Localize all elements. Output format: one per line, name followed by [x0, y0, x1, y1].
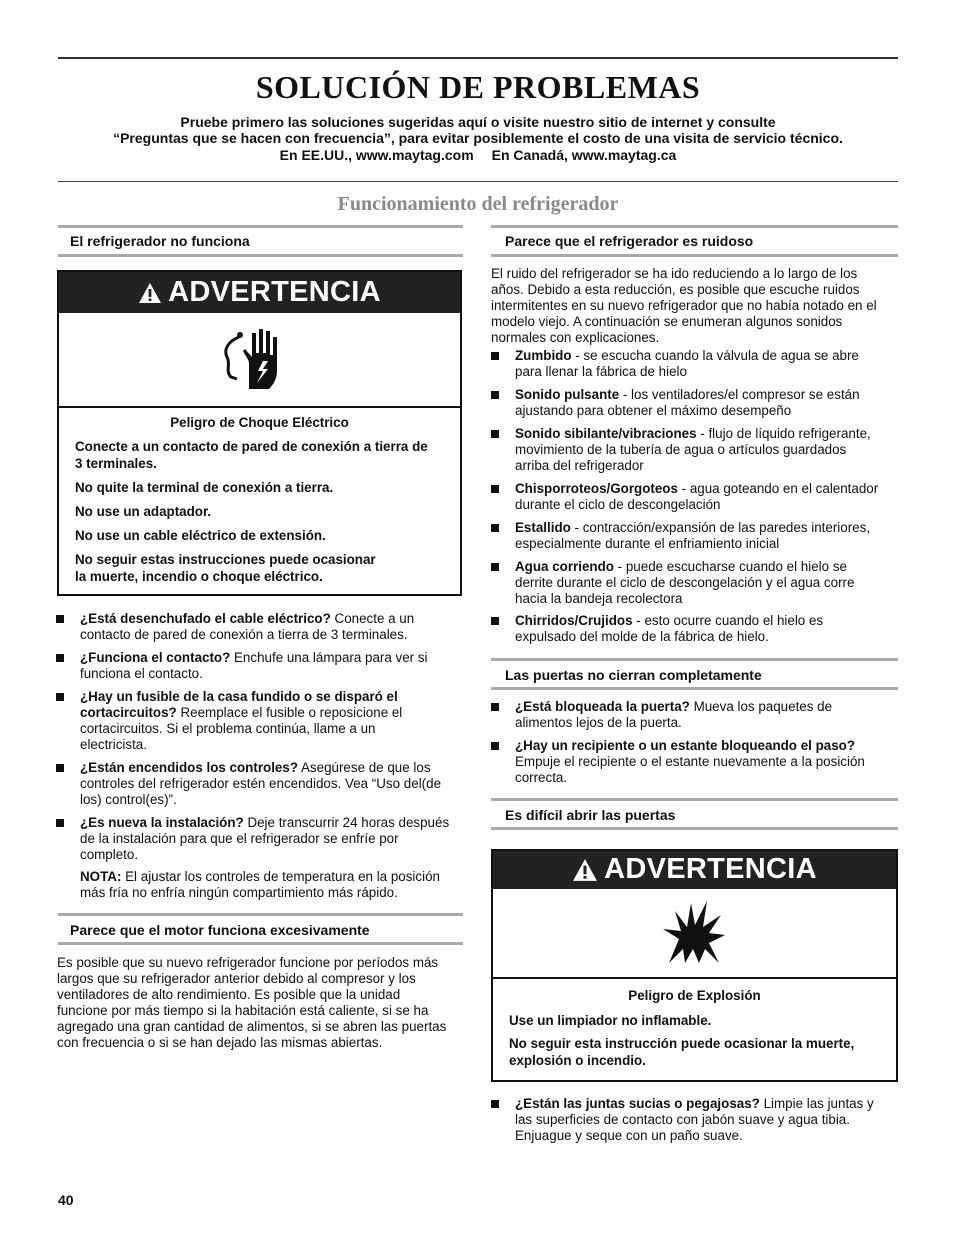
list-item-line: Reemplace el fusible o reposicione el — [176, 705, 403, 721]
list-item-text — [80, 611, 466, 643]
bullet-square — [491, 352, 499, 360]
warning-line-2b: explosión o incendio. — [509, 1052, 646, 1068]
list-item — [491, 613, 901, 649]
explosion-icon — [661, 899, 727, 965]
warning-line-2: No quite la terminal de conexión a tierra. — [75, 480, 334, 495]
list-item-bold: Sonido pulsante — [515, 387, 620, 402]
subhead-refrigerator-not-working: El refrigerador no funciona — [70, 233, 250, 249]
list-item-line: - los ventiladores/el compresor se están — [619, 387, 860, 402]
list-item-line: durante el ciclo de descongelación — [515, 497, 721, 513]
list-item-line: cortacircuitos. Si el problema continúa, llame a un — [80, 721, 376, 737]
paragraph-line: con frecuencia o si se han dejado las mismas abiertas. — [57, 1035, 383, 1051]
bullet-square — [56, 654, 64, 662]
list-item-bold: ¿Hay un fusible de la casa fundido o se disparó el — [80, 689, 398, 704]
list-item — [56, 611, 466, 647]
list-item — [56, 689, 466, 757]
intro-line-1: Pruebe primero las soluciones sugeridas aquí o visite nuestro sitio de internet y consulte — [180, 114, 776, 130]
list-item-text — [515, 738, 901, 786]
list-item-line: electricista. — [80, 737, 147, 753]
list-item-line: los) control(es)”. — [80, 792, 177, 808]
list-item-text — [515, 559, 901, 607]
list-item-text — [80, 650, 466, 682]
warning-line-1a: Conecte a un contacto de pared de conexión a tierra de — [75, 439, 428, 454]
list-item-line: movimiento de la tubería de agua o artículos guardados — [515, 442, 847, 458]
warning-banner — [493, 851, 896, 889]
list-item — [491, 348, 901, 384]
page-title: SOLUCIÓN DE PROBLEMAS — [255, 69, 701, 105]
list-item-line: completo. — [80, 847, 139, 863]
warning-caption: Peligro de Explosión — [628, 988, 761, 1003]
warning-caption: Peligro de Choque Eléctrico — [170, 415, 349, 430]
warning-separator — [59, 406, 460, 408]
list-item-bold: Zumbido — [515, 348, 572, 363]
list-item-text — [515, 481, 901, 513]
list-item-line: ajustando para obtener el máximo desempeño — [515, 403, 792, 419]
subhead-rule-bottom — [58, 942, 463, 945]
warning-line-2 — [509, 1036, 854, 1070]
intro-text — [58, 114, 898, 163]
motor-paragraph — [57, 955, 467, 1051]
paragraph-line: largos que su refrigerador anterior debido al compresor y los — [57, 971, 416, 987]
canada-website-link[interactable]: En Canadá, www.maytag.ca — [491, 146, 677, 163]
intro-line-3 — [58, 147, 898, 163]
list-item — [491, 481, 901, 517]
icon-panel — [493, 889, 896, 977]
list-item-line: arriba del refrigerador — [515, 458, 644, 474]
list-item-line: Asegúrese de que los — [298, 760, 431, 775]
warning-line-5 — [75, 552, 376, 586]
list-item-text — [80, 760, 466, 808]
bullet-square — [491, 742, 499, 750]
list-item — [491, 1096, 901, 1148]
list-item-bold: Estallido — [515, 520, 571, 535]
bullet-square — [56, 693, 64, 701]
subhead-rule-bottom — [491, 687, 898, 690]
list-item-bold: ¿Es nueva la instalación? — [80, 815, 244, 830]
warning-line-2a: No seguir esta instrucción puede ocasionar la muerte, — [509, 1036, 855, 1051]
bullet-square — [491, 563, 499, 571]
list-item-line: funciona el contacto. — [80, 666, 203, 682]
subhead-doors-hard-to-open: Es difícil abrir las puertas — [505, 807, 676, 823]
warning-label: ADVERTENCIA — [604, 853, 817, 886]
list-item-bold: Chirridos/Crujidos — [515, 613, 633, 628]
bullet-square — [491, 391, 499, 399]
subhead-doors-not-closing: Las puertas no cierran completamente — [505, 667, 762, 683]
warning-banner — [59, 272, 460, 313]
bullet-square — [491, 430, 499, 438]
paragraph-line: años. Debido a esta reducción, es posible que escuche ruidos — [491, 282, 860, 298]
subhead-rule-top — [491, 798, 898, 801]
list-item-line: alimentos lejos de la puerta. — [515, 715, 682, 731]
list-item-text — [515, 699, 901, 731]
list-item-line: - puede escucharse cuando el hielo se — [613, 559, 847, 574]
list-item-line: controles del refrigerador estén encendidos. Vea “Uso del(de — [80, 776, 442, 792]
list-item-text — [515, 426, 901, 474]
warning-line-1 — [75, 439, 428, 473]
list-item-text — [80, 815, 466, 863]
list-item-bold: ¿Está desenchufado el cable eléctrico? — [80, 611, 331, 626]
list-item-line: Empuje el recipiente o el estante nuevamente a la posición — [515, 754, 865, 770]
warning-line-4: No use un cable eléctrico de extensión. — [75, 528, 326, 543]
list-item — [56, 650, 466, 686]
list-item-bold: ¿Funciona el contacto? — [80, 650, 231, 665]
paragraph-line: normales con explicaciones. — [491, 330, 660, 346]
subhead-rule-bottom — [58, 254, 463, 257]
electrical-warning-box — [57, 270, 462, 596]
noise-paragraph — [491, 266, 901, 346]
list-item-line: derrite durante el ciclo de descongelación y el agua corre — [515, 575, 855, 591]
list-item-bold: cortacircuitos? — [80, 705, 177, 721]
list-item-text — [80, 689, 466, 753]
list-item-line: de la instalación para que el refrigerador se enfríe por — [80, 831, 399, 847]
note-text — [80, 869, 470, 901]
bullet-square — [491, 617, 499, 625]
warning-line-1: Use un limpiador no inflamable. — [509, 1013, 712, 1028]
bullet-square — [56, 764, 64, 772]
paragraph-line: ventiladores de alto rendimiento. Es posible que la unidad — [57, 987, 401, 1003]
list-item-line: - flujo de líquido refrigerante, — [696, 426, 871, 441]
subhead-motor-runs-excessively: Parece que el motor funciona excesivamente — [70, 922, 370, 938]
list-item-line: Conecte a un — [330, 611, 415, 626]
list-item-text — [515, 387, 901, 419]
icon-panel — [59, 313, 460, 406]
section-rule — [58, 181, 898, 182]
list-item-line: - agua goteando en el calentador — [677, 481, 879, 496]
note-line: más fría no enfría ningún compartimiento más rápido. — [80, 885, 398, 901]
bullet-square — [491, 485, 499, 493]
subhead-rule-top — [58, 225, 463, 228]
list-item — [56, 760, 466, 812]
list-item-bold: ¿Está bloqueada la puerta? — [515, 699, 690, 714]
list-item-text — [515, 520, 901, 552]
list-item-line: las superficies de contacto con jabón suave y agua tibia. — [515, 1112, 850, 1128]
subhead-rule-top — [491, 658, 898, 661]
subhead-rule-top — [58, 913, 463, 916]
list-item-bold: Agua corriendo — [515, 559, 614, 574]
electrical-shock-hand-icon — [219, 327, 291, 391]
bullet-square — [56, 615, 64, 623]
list-item-line: Mueva los paquetes de — [689, 699, 833, 714]
warning-line-3: No use un adaptador. — [75, 504, 212, 519]
subhead-rule-top — [491, 225, 898, 228]
list-item-line: Deje transcurrir 24 horas después — [243, 815, 450, 830]
list-item — [491, 559, 901, 611]
subhead-refrigerator-noisy: Parece que el refrigerador es ruidoso — [505, 233, 754, 249]
paragraph-line: agregado una gran cantidad de alimentos, si se abren las puertas — [57, 1019, 447, 1035]
bullet-square — [491, 524, 499, 532]
bullet-square — [491, 1100, 499, 1108]
warning-line-5a: No seguir estas instrucciones puede ocasionar — [75, 552, 376, 567]
subhead-rule-bottom — [491, 254, 898, 257]
top-rule — [58, 57, 898, 59]
list-item-bold: ¿Están encendidos los controles? — [80, 760, 299, 775]
list-item-text — [515, 1096, 901, 1144]
list-item — [491, 699, 901, 735]
list-item — [491, 738, 901, 790]
paragraph-line: funcione por más tiempo si la habitación está caliente, si se ha — [57, 1003, 429, 1019]
paragraph-line: Es posible que su nuevo refrigerador funcione por períodos más — [57, 955, 439, 970]
list-item-line: - esto ocurre cuando el hielo es — [632, 613, 824, 628]
list-item-line: contacto de pared de conexión a tierra de 3 terminales. — [80, 627, 408, 643]
list-item-bold: Sonido sibilante/vibraciones — [515, 426, 697, 441]
list-item-bold: ¿Están las juntas sucias o pegajosas? — [515, 1096, 760, 1111]
list-item-line: - contracción/expansión de las paredes interiores, — [570, 520, 871, 535]
paragraph-line: intermitentes en su nuevo refrigerador que no había notado en el — [491, 298, 877, 314]
warning-triangle-icon — [572, 858, 598, 882]
us-website-link[interactable]: En EE.UU., www.maytag.com — [279, 146, 474, 163]
list-item — [491, 520, 901, 556]
list-item-bold: ¿Hay un recipiente o un estante bloqueando el paso? — [515, 738, 856, 753]
note-line: El ajustar los controles de temperatura en la posición — [121, 869, 440, 884]
list-item — [491, 426, 901, 478]
note-label: NOTA: — [80, 869, 122, 884]
list-item — [491, 387, 901, 423]
list-item-line: - se escucha cuando la válvula de agua se abre — [571, 348, 859, 363]
list-item-line: especialmente durante el enfriamiento inicial — [515, 536, 780, 552]
explosion-warning-box — [491, 849, 898, 1082]
list-item-line: para llenar la fábrica de hielo — [515, 364, 687, 380]
list-item-line: Enchufe una lámpara para ver si — [230, 650, 428, 665]
paragraph-line: El ruido del refrigerador se ha ido reduciendo a lo largo de los — [491, 266, 858, 281]
list-item-line: Enjuague y seque con un paño suave. — [515, 1128, 743, 1144]
warning-line-1b: 3 terminales. — [75, 455, 157, 471]
bullet-square — [56, 819, 64, 827]
bullet-square — [491, 703, 499, 711]
section-title: Funcionamiento del refrigerador — [337, 193, 619, 215]
list-item-bold: Chisporroteos/Gorgoteos — [515, 481, 678, 496]
paragraph-line: modelo viejo. A continuación se enumeran algunos sonidos — [491, 314, 843, 330]
list-item-line: expulsado del molde de la fábrica de hielo. — [515, 629, 769, 645]
list-item-line: hacia la bandeja recolectora — [515, 591, 683, 607]
subhead-rule-bottom — [491, 827, 898, 830]
list-item-text — [515, 348, 901, 380]
warning-triangle-icon — [138, 282, 162, 304]
page-number: 40 — [58, 1192, 74, 1208]
list-item-line: correcta. — [515, 770, 568, 786]
intro-line-2: “Preguntas que se hacen con frecuencia”, para evitar posiblemente el costo de una visita de servicio técnico. — [113, 130, 843, 147]
list-item-line: Limpie las juntas y — [759, 1096, 874, 1111]
list-item — [56, 815, 466, 867]
warning-separator — [493, 977, 896, 979]
list-item-text — [515, 613, 901, 645]
warning-line-5b: la muerte, incendio o choque eléctrico. — [75, 568, 323, 584]
warning-label: ADVERTENCIA — [168, 275, 381, 308]
